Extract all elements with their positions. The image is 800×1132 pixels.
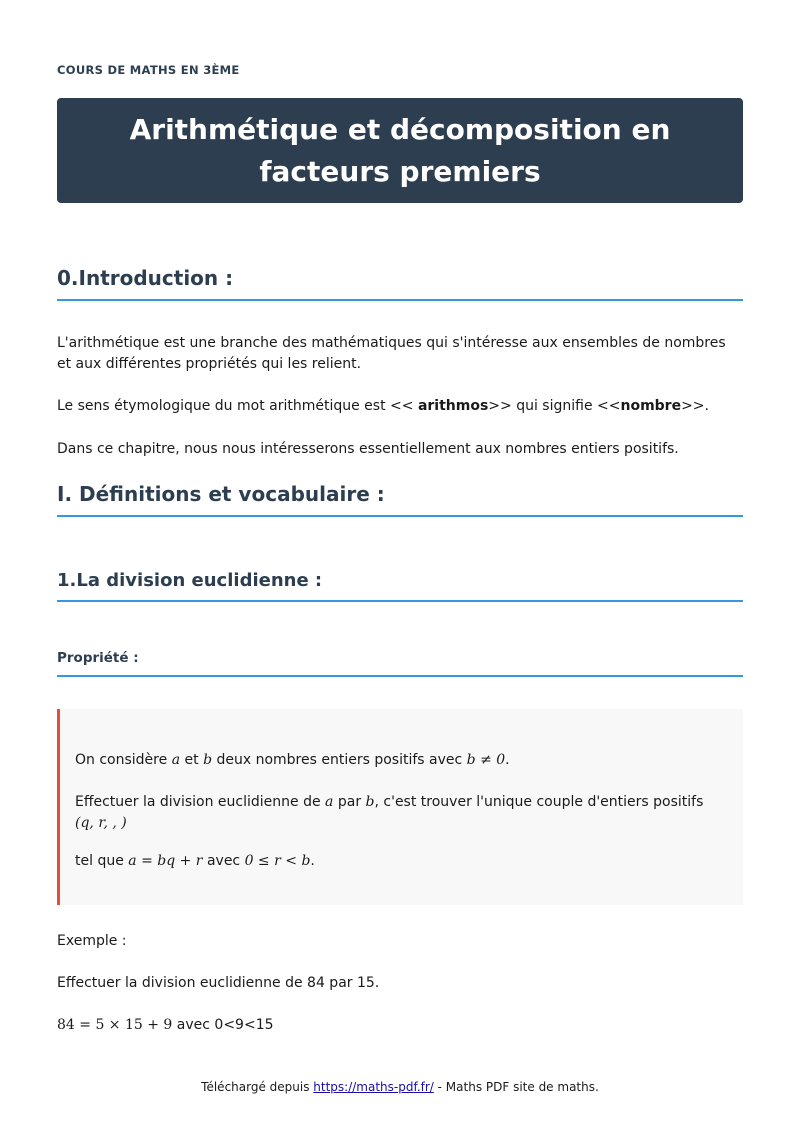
footer-link[interactable]: https://maths-pdf.fr/ [313,1080,434,1094]
intro-paragraph-3: Dans ce chapitre, nous nous intéresserons essentiellement aux nombres entiers positifs. [57,441,679,457]
example-calculation: 84 = 5 × 15 + 9 avec 0<9<15 [57,1017,274,1033]
property-line-1: On considère a et b deux nombres entiers positifs avec b ≠ 0. [75,752,510,768]
intro-paragraph-2: Le sens étymologique du mot arithmétique est << arithmos>> qui signifie <<nombre>>. [57,398,709,414]
page-title: Arithmétique et décomposition en facteurs premiers [129,112,671,188]
property-line-3: tel que a = bq + r avec 0 ≤ r < b. [75,853,315,869]
division-heading: 1.La division euclidienne : [57,570,743,602]
footer: Téléchargé depuis https://maths-pdf.fr/ - Maths PDF site de maths. [201,1080,599,1094]
intro-paragraph-1: L'arithmétique est une branche des mathématiques qui s'intéresse aux ensembles de nombres et aux différentes propriétés qui les relient. [57,335,726,372]
course-label: COURS DE MATHS EN 3ÈME [57,63,240,77]
property-line-2: Effectuer la division euclidienne de a par b, c'est trouver l'unique couple d'entiers positifs (q, r, , ) [75,794,704,831]
title-banner [57,98,743,203]
example-label: Exemple : [57,933,127,949]
intro-heading: 0.Introduction : [57,266,743,301]
property-box [57,709,743,905]
example-text: Effectuer la division euclidienne de 84 par 15. [57,975,380,991]
definitions-heading: I. Définitions et vocabulaire : [57,482,743,517]
property-heading: Propriété : [57,650,743,677]
